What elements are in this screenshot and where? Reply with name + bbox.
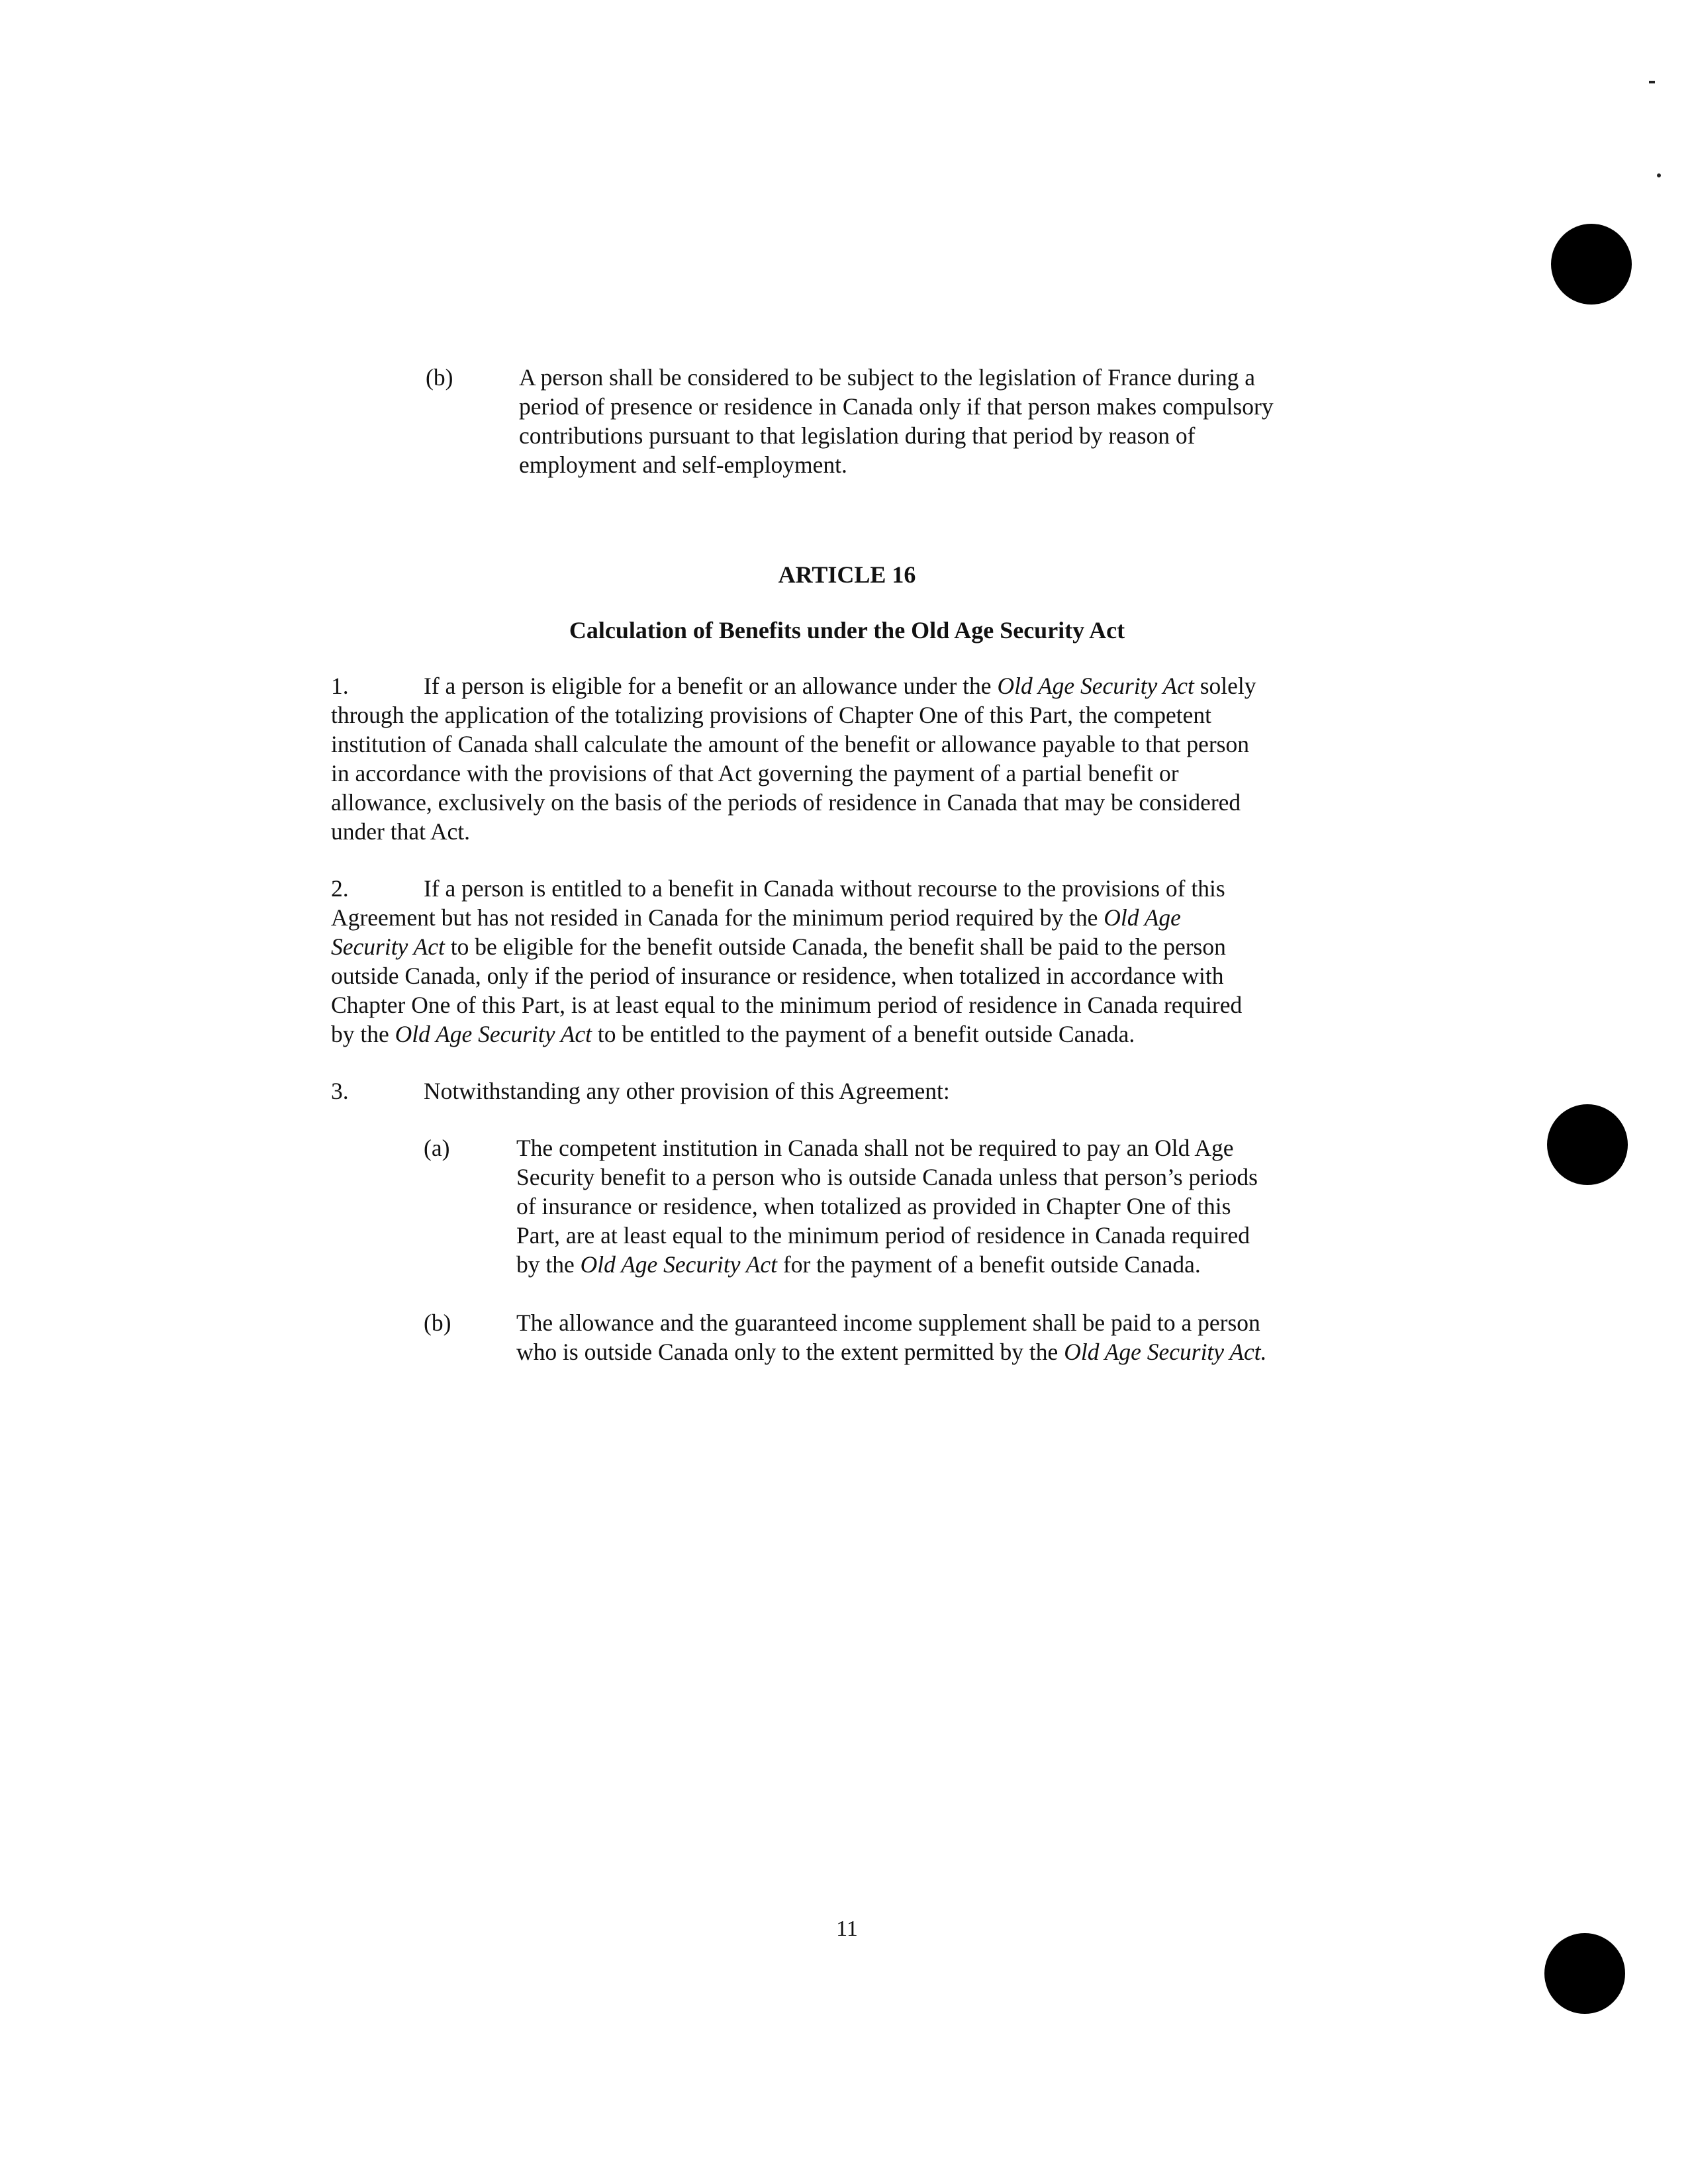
clause-label: (b): [424, 1309, 451, 1336]
article-title: Calculation of Benefits under the Old Age Security Act: [569, 617, 1125, 643]
text-line: Security benefit to a person who is outside Canada unless that person’s periods: [516, 1164, 1258, 1190]
text-line: employment and self-employment.: [519, 451, 847, 478]
text-line: The allowance and the guaranteed income supplement shall be paid to a person: [516, 1309, 1260, 1336]
clause-b-text: [519, 363, 1274, 479]
text-line: A person shall be considered to be subject to the legislation of France during a: [519, 364, 1256, 391]
clause-b-text: [516, 1308, 1266, 1366]
text-line: of insurance or residence, when totalized as provided in Chapter One of this: [516, 1193, 1231, 1219]
text-line: outside Canada, only if the period of insurance or residence, when totalized in accordance with: [331, 963, 1224, 989]
paragraph-number: 1.: [331, 673, 349, 699]
paragraph-number: 2.: [331, 875, 349, 902]
text-line: Agreement but has not resided in Canada for the minimum period required by the Old Age: [331, 904, 1181, 931]
scan-speck: [1657, 173, 1661, 177]
text-line: through the application of the totalizing provisions of Chapter One of this Part, the competent: [331, 702, 1211, 728]
text-line: Chapter One of this Part, is at least equal to the minimum period of residence in Canada required: [331, 992, 1243, 1018]
text-line: allowance, exclusively on the basis of the periods of residence in Canada that may be considered: [331, 789, 1241, 816]
act-title: Old Age Security Act.: [1064, 1339, 1267, 1365]
text-line: by the Old Age Security Act for the payment of a benefit outside Canada.: [516, 1251, 1201, 1278]
paragraph-3-text: Notwithstanding any other provision of this Agreement:: [424, 1078, 950, 1104]
punch-hole-bottom: [1544, 1933, 1625, 2014]
text-line: by the Old Age Security Act to be entitled to the payment of a benefit outside Canada.: [331, 1021, 1135, 1047]
clause-a-text: [516, 1133, 1258, 1279]
text-line: Part, are at least equal to the minimum period of residence in Canada required: [516, 1222, 1250, 1249]
text-line: under that Act.: [331, 818, 470, 845]
act-title: Old Age Security Act: [395, 1021, 592, 1047]
act-title: Security Act: [331, 933, 445, 960]
text-line: institution of Canada shall calculate the amount of the benefit or allowance payable to that person: [331, 731, 1249, 757]
clause-label: (b): [426, 364, 453, 391]
article-heading: ARTICLE 16: [778, 561, 916, 588]
punch-hole-top: [1551, 224, 1632, 305]
act-title: Old Age Security Act: [580, 1251, 778, 1278]
scan-speck: [1649, 81, 1655, 83]
page-number: 11: [836, 1917, 858, 1941]
text-line: period of presence or residence in Canada only if that person makes compulsory: [519, 393, 1274, 420]
text-line: 1. If a person is eligible for a benefit or an allowance under the Old Age Security Act solely: [331, 673, 1256, 699]
act-title: Old Age: [1104, 904, 1181, 931]
text-line: who is outside Canada only to the extent permitted by the Old Age Security Act.: [516, 1339, 1267, 1365]
paragraph-1: [331, 671, 1256, 846]
text-line: Security Act to be eligible for the benefit outside Canada, the benefit shall be paid to the person: [331, 933, 1226, 960]
paragraph-2: [331, 874, 1242, 1049]
paragraph-number: 3.: [331, 1078, 349, 1104]
text-line: The competent institution in Canada shall not be required to pay an Old Age: [516, 1135, 1234, 1161]
text-line: 2. If a person is entitled to a benefit in Canada without recourse to the provisions of this: [331, 875, 1225, 902]
punch-hole-middle: [1547, 1104, 1628, 1185]
text-line: contributions pursuant to that legislation during that period by reason of: [519, 422, 1196, 449]
act-title: Old Age Security Act: [997, 673, 1194, 699]
text-line: in accordance with the provisions of that Act governing the payment of a partial benefit or: [331, 760, 1179, 786]
clause-label: (a): [424, 1135, 450, 1161]
